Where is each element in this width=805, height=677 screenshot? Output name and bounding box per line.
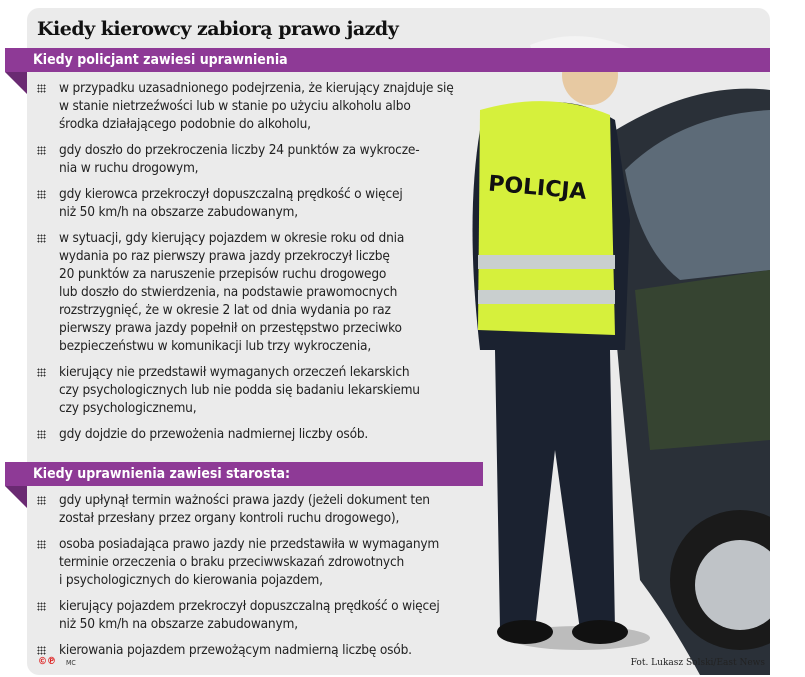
item-text-line: gdy upłynął termin ważności prawa jazdy (jeżeli dokument ten [59,492,430,508]
item-text-line: bezpieczeństwu w komunikacji lub trzy wykroczenia, [59,338,372,354]
item-text-line: kierujący pojazdem przekroczył dopuszczalną prędkość o więcej [59,598,440,614]
item-text-line: gdy kierowca przekroczył dopuszczalną prędkość o więcej [59,186,403,202]
item-text-line: lub doszło do stwierdzenia, na podstawie prawomocnych [59,284,398,300]
item-text-line: został przesłany przez organy kontroli ruchu drogowego), [59,510,400,526]
bullet-grid-icon [37,234,46,243]
list-item [37,641,440,659]
bullet-grid-icon [37,368,46,377]
list-item [37,425,454,443]
item-text-line: gdy dojdzie do przewożenia nadmiernej liczby osób. [59,426,369,442]
item-text-line: niż 50 km/h na obszarze zabudowanym, [59,204,298,220]
author-initials: MC [66,659,76,667]
list-item [37,535,440,589]
police-list [37,79,454,451]
item-text-line: i psychologicznych do kierowania pojazdem, [59,572,323,588]
starosta-list [37,491,440,667]
list-item [37,141,454,177]
banner-fold [5,72,27,94]
section-heading-police: Kiedy policjant zawiesi uprawnienia [5,48,770,72]
item-text-line: w stanie nietrzeźwości lub w stanie po użyciu alkoholu albo [59,98,411,114]
item-text-line: w sytuacji, gdy kierujący pojazdem w okresie roku od dnia [59,230,405,246]
photo-credit: Fot. Lukasz Solski/East News [630,658,765,668]
item-text-line: środka działającego podobnie do alkoholu, [59,116,311,132]
bullet-grid-icon [37,146,46,155]
car [600,89,770,675]
item-text-line: czy psychologicznemu, [59,400,197,416]
item-text-line: gdy doszło do przekroczenia liczby 24 punktów za wykrocze- [59,142,420,158]
list-item [37,185,454,221]
item-text-line: osoba posiadająca prawo jazdy nie przedstawiła w wymaganym [59,536,440,552]
item-text-line: kierujący nie przedstawił wymaganych orzeczeń lekarskich [59,364,410,380]
list-item [37,229,454,355]
list-item [37,491,440,527]
item-text-line: nia w ruchu drogowym, [59,160,199,176]
list-item [37,79,454,133]
item-text-line: 20 punktów za naruszenie przepisów ruchu drogowego [59,266,387,282]
item-text-line: niż 50 km/h na obszarze zabudowanym, [59,616,298,632]
bullet-grid-icon [37,646,46,655]
list-item [37,363,454,417]
list-item [37,597,440,633]
section-heading-starosta: Kiedy uprawnienia zawiesi starosta: [5,462,483,486]
bullet-grid-icon [37,602,46,611]
item-text-line: kierowania pojazdem przewożącym nadmierną liczbę osób. [59,642,412,658]
item-text-line: w przypadku uzasadnionego podejrzenia, że kierujący znajduje się [59,80,454,96]
bullet-grid-icon [37,540,46,549]
banner-fold [5,486,27,508]
item-text-line: pierwszy prawa jazdy popełnił on przestępstwo przeciwko [59,320,402,336]
item-text-line: wydania po raz pierwszy prawa jazdy przekroczył liczbę [59,248,390,264]
page-title: Kiedy kierowcy zabiorą prawo jazdy [37,18,399,40]
bullet-grid-icon [37,430,46,439]
item-text-line: czy psychologicznych lub nie podda się badaniu lekarskiemu [59,382,420,398]
police-photo [440,20,770,675]
vest-label: POLICJA [487,171,588,206]
item-text-line: rozstrzygnięć, że w okresie 2 lat od dnia wydania po raz [59,302,391,318]
item-text-line: terminie orzeczenia o braku przeciwwskazań zdrowotnych [59,554,405,570]
bullet-grid-icon [37,496,46,505]
bullet-grid-icon [37,190,46,199]
bullet-grid-icon [37,84,46,93]
copyright-icon: ©℗ [38,656,56,667]
